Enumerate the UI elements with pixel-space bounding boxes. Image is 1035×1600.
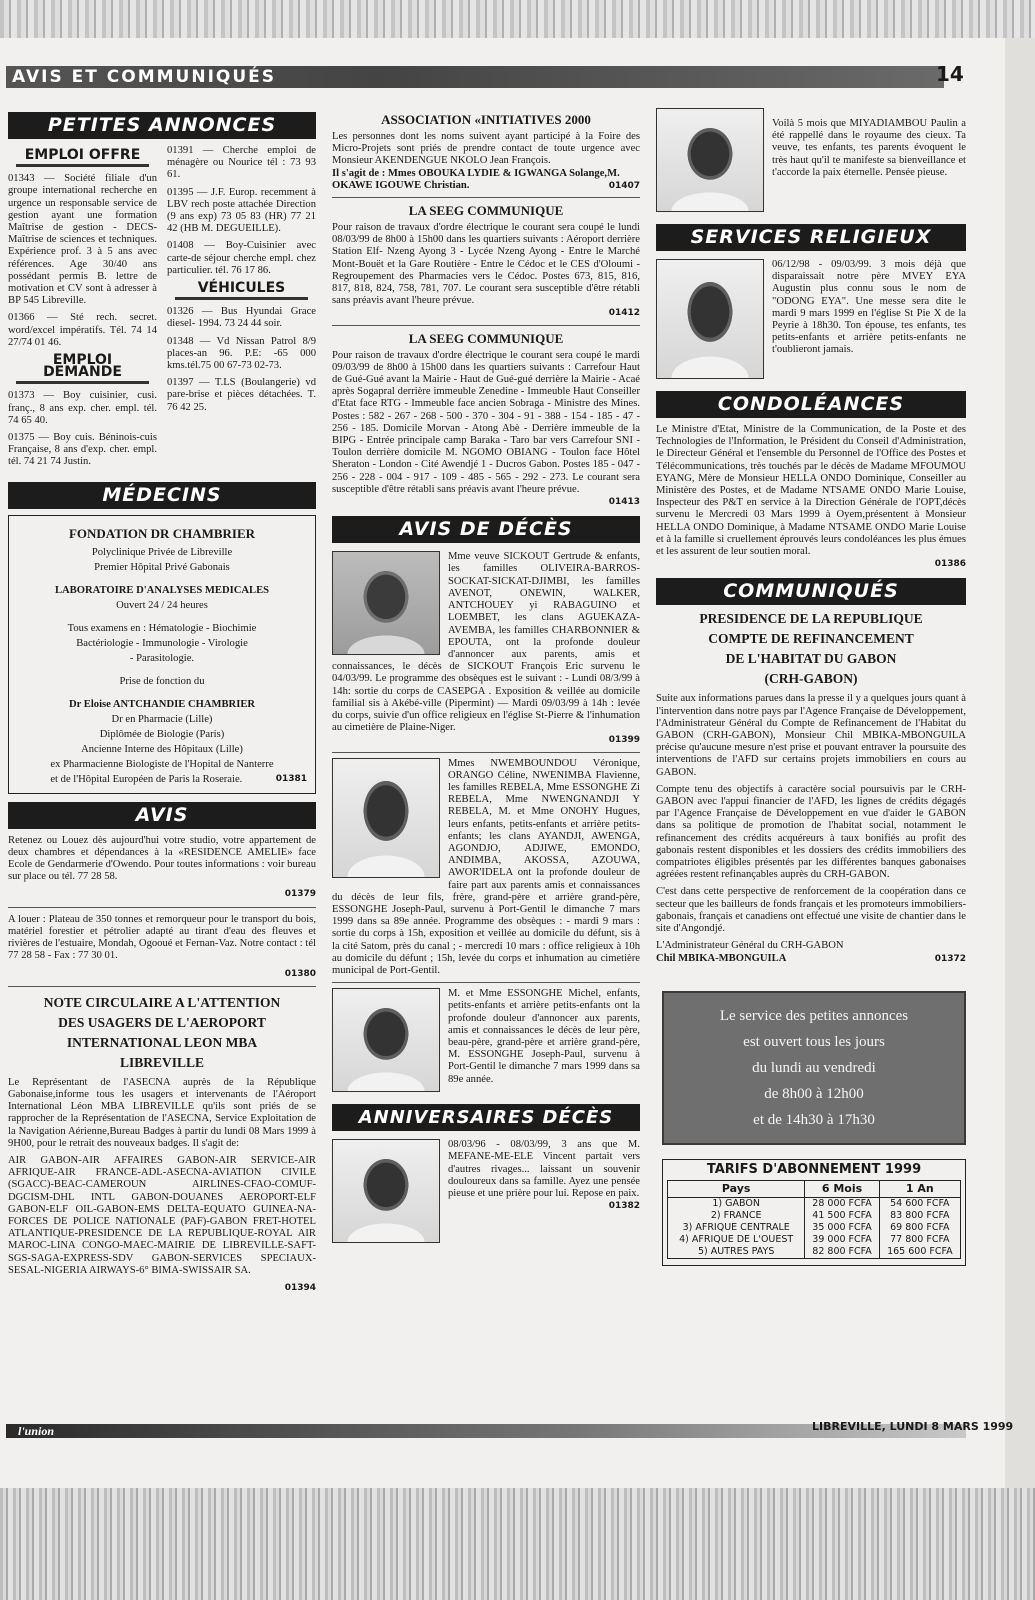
medecins-l6: Tous examens en : Hématologie - Biochimie [67, 622, 257, 634]
page-number: 14 [936, 62, 964, 86]
note-title-1: NOTE CIRCULAIRE A L'ATTENTION [43, 994, 281, 1010]
note-body: Le Représentant de l'ASECNA auprès de la République Gabonaise,informe tous les usagers et intervenants de l'Aéroport International Léon MBA LIBREVILLE qu'ils sont priés de se rapprocher de la Représentation de l'ASECNA, Service Exploitation de la Navigation Aérienne,Bureau Badges à partir du lundi 08 Mars 1999 à 9H00, pour le retrait des nouveaux badges. Il s'agit de: [8, 1076, 316, 1149]
tarifs-cell: 39 000 FCFA [805, 1234, 879, 1246]
medecins-l4: LABORATOIRE D'ANALYSES MEDICALES [54, 584, 270, 596]
scan-right-edge [1005, 38, 1035, 1488]
seeg1-title: LA SEEG COMMUNIQUE [408, 203, 564, 219]
tarifs-title: TARIFS D'ABONNEMENT 1999 [706, 1161, 922, 1177]
avis-title: AVIS [8, 802, 316, 829]
seeg1-ref: 01412 [608, 308, 640, 319]
condoleances-text: Le Ministre d'Etat, Ministre de la Communication, de la Poste et des Technologies de l'Information, le Président du Conseil d'Administration, le Directeur Général et l'ensemble du Personnel de l'Office des Postes et Télécommunications, très touchés par le décès de Madame MFOUMOU EYANG, Mère de Monsieur HELLA ONDO Dominique, Conseiller au Ministère des Postes, et de Madame NTSAME ONDO Marie Louise, Inspecteur des P&T en service à la Direction Générale de l'OPT,décès survenu le Mercredi 03 Mars 1999 à Oyem,présentent à Monsieur HELLA ONDO Dominique, à Madame NTSAME ONDO Marie Louise et à la famille si cruellement éprouvés leurs condoléances les plus émues et les assurent de leur soutien moral. [656, 424, 966, 558]
ad-01397: 01397 — T.LS (Boulangerie) vd pare-brise et pièces détachées. T. 76 42 25. [167, 377, 316, 413]
communiques-sig2: Chil MBIKA-MBONGUILA [656, 952, 787, 964]
ad-01408: 01408 — Boy-Cuisinier avec carte-de séjour cherche empl. chez particulier. tél. 76 17 86. [167, 240, 316, 276]
deces-1 [332, 551, 640, 746]
communiques-t2: COMPTE DE REFINANCEMENT [708, 631, 914, 647]
medecins-box [8, 515, 316, 794]
tarifs-header-pays: Pays [668, 1180, 805, 1197]
tarifs-cell: 1) GABON [668, 1198, 805, 1211]
deces-3-text: M. et Mme ESSONGHE Michel, enfants, petits-enfants et arrière petits-enfants ont la profonde douleur d'annoncer aux parents, amis et connaissances le décès de leur père, beau-père, grand-père et arrière grand-père, M. ESSONGHE Joseph-Paul, survenu à Port-Gentil le dimanche 7 mars 1999 dans sa 89e année. [448, 988, 640, 1085]
promo-l4: de 8h00 à 12h00 [764, 1085, 864, 1102]
medecins-l11: Dr en Pharmacie (Lille) [111, 713, 213, 725]
ad-01326: 01326 — Bus Hyundai Grace diesel- 1994. 73 24 44 soir. [167, 306, 316, 330]
avis-a2: A louer : Plateau de 350 tonnes et remorqueur pour le transport du bois, matériel forestier et pétrolier adapté au tirant d'eau des fleuves et rivières de l'estuaire, Mondah, Ogooué et Fernan-Vaz. Notre contact : tél 77 28 58 - Fax : 77 30 01. [8, 913, 316, 962]
table-row [668, 1234, 961, 1246]
note-title-2: DES USAGERS DE L'AEROPORT [58, 1014, 266, 1030]
tarifs-cell: 4) AFRIQUE DE L'OUEST [668, 1234, 805, 1246]
communiques-ref: 01372 [934, 953, 966, 964]
scan-bottom-edge [0, 1488, 1035, 1600]
services-religieux-block [656, 259, 966, 383]
medecins-l7: Bactériologie - Immunologie - Virologie [76, 637, 248, 649]
note-title-3: INTERNATIONAL LEON MBA [66, 1034, 258, 1050]
note-ref: 01394 [284, 1282, 316, 1293]
portrait-photo-mefane [332, 1139, 440, 1243]
vehicules-heading: VÉHICULES [175, 282, 308, 300]
tarifs-header-1an: 1 An [879, 1180, 960, 1197]
tarifs-cell: 5) AUTRES PAYS [668, 1246, 805, 1259]
association-ref: 01407 [608, 180, 640, 191]
communiques-p3: C'est dans cette perspective de renforcement de la coopération dans ce secteur que les bailleurs de fonds français et les promoteurs immobiliers-gabonais, français et canadiens ont effectué une visite de chantier dans le site d'Angondjé. [656, 886, 966, 935]
avis-deces-title: AVIS DE DÉCÈS [332, 516, 640, 543]
ad-01366: 01366 — Sté rech. secret. word/excel impératifs. Tél. 74 14 27/74 01 46. [8, 312, 157, 348]
medecins-l8: - Parasitologie. [129, 652, 195, 664]
seeg2-ref: 01413 [608, 497, 640, 508]
ad-01375: 01375 — Boy cuis. Béninois-cuis Française, 8 ans d'exp. cher. empl. tél. 74 21 74 Justin. [8, 432, 157, 468]
ad-01395: 01395 — J.F. Europ. recemment à LBV rech poste attachée Direction (9 ans exp) 73 05 83 (HR) 77 21 42 (HB M. DEGUEILLE). [167, 186, 316, 235]
seeg1-body: Pour raison de travaux d'ordre électrique le courant sera coupé le lundi 08/03/99 de 8h00 à 15h00 dans les quartiers suivants : Aéroport derrière Station Elf- Nzeng Ayong 3 - Lycée Nzeng Ayong - Entre le Marché Mont-Bouët et la Gare Routière - Entre le Cédoc et le CES d'Oloumi - Regroupement des Pharmacies vers le Cédoc. Postes 673, 815, 816, 817, 818, 824, 758, 781, 707. Le courant sera susceptible d'être rétabli sans préavis avant l'heure prévue. [332, 222, 640, 307]
promo-box [662, 991, 966, 1145]
deces-2 [332, 758, 640, 978]
hommage-text: Voilà 5 mois que MIYADIAMBOU Paulin a été rappellé dans le royaume des cieux. Ta veuve, tes enfants, tes parents évoquent le très haut qu'il te manifeste sa bienveillance et t'accorde la paix éternelle. Pensée pieuse. [772, 118, 966, 178]
issue-date: LIBREVILLE, LUNDI 8 MARS 1999 [812, 1420, 1014, 1433]
deces-2-text: Mmes NWEMBOUNDOU Véronique, ORANGO Céline, NWENIMBA Flavienne, les familles REBELA, Mme ESSONGHE Zi REBELA, Mme NWENGNANDJI Y REBELA, M. et Mme ONOHY Hugues, leurs enfants, petits-enfants et arrière petits-enfants; les clans AYANDJI, AWENGA, AGONDJO, ADJIWE, EMONDO, ANDIMBA, AKOSSA, AZOUWA, AWOR'IDELA ont la profonde douleur de faire part aux parents amis et connaissances du décès de leur fils, frère, grand-père et arrière grand-père, ESSONGHE Joseph-Paul, survenu à Port-Gentil le dimanche 7 mars 1999 dans sa 89e année. Programme des obsèques : - mardi 9 mars : sortie du corps à 15h, exposition et veillée au domicile du défunt, sis à la cité Satom, près du canal ; - mercredi 10 mars : office religieux à 10h au domicile du défunt ; 15h, levée du corps et inhumation au cimetière municipal de Port-Gentil. [332, 757, 640, 976]
newspaper-logo: l'union [18, 1424, 55, 1438]
tarifs-cell: 54 600 FCFA [879, 1198, 960, 1211]
medecins-l15: et de l'Hôpital Européen de Paris la Roseraie. [50, 773, 243, 785]
table-row [668, 1246, 961, 1259]
association-body: Les personnes dont les noms suivent ayant participé à la Foire des Micro-Projets sont priés de prendre contact de toute urgence avec Monsieur AKENDENGUE NKOLO Jean François. [332, 131, 640, 167]
tarifs-box [662, 1159, 966, 1266]
deces-1-text: Mme veuve SICKOUT Gertrude & enfants, les familles OLIVEIRA-BARROS-SOCKAT-SICKAT-DJIMBI, les familles AVENOT, ONEWIN, WALKER, ANTCHOUEY yi RABAGUINO et LOEMBET, les clans AGUEKAZA-AVEMBA, les familles CHARBONNIER & EPOUTA, ont la profonde douleur d'annoncer aux parents, amis et connaissances, le décès de SICKOUT François Eric survenu le 04/03/99. Le programme des obsèques est le suivant : - Lundi 08/3/99 à 14h: sortie du corps de CASEPGA . Exposition & veillée au domicile familial sis à Akébé-ville (Pipermint) — Mardi 09/03/99 à 14h : levée du corps, suivie d'un office religieux en l'église St-Pierre & l'inhumation au cimetière de Plaine-Niger. [332, 551, 640, 734]
medecins-l9: Prise de fonction du [119, 675, 205, 687]
medecins-l3: Premier Hôpital Privé Gabonais [94, 561, 230, 573]
communiques-t4: (CRH-GABON) [764, 671, 858, 687]
promo-l5: et de 14h30 à 17h30 [753, 1111, 875, 1128]
tarifs-cell: 77 800 FCFA [879, 1234, 960, 1246]
table-row [668, 1210, 961, 1222]
column-middle [332, 108, 640, 1247]
avis-a2-ref: 01380 [284, 968, 316, 979]
anniversaire-1 [332, 1139, 640, 1247]
petites-annonces-col-b [167, 145, 316, 474]
seeg2-title: LA SEEG COMMUNIQUE [408, 330, 564, 346]
tarifs-cell: 35 000 FCFA [805, 1222, 879, 1234]
medecins-l2: Polyclinique Privée de Libreville [91, 546, 233, 558]
ad-01343: 01343 — Société filiale d'un groupe international recherche en urgence un responsable service de gestion ayant une formation Maîtrise de gestion - DECS- Maîtrise de sciences et techniques. Expérience prof. 3 à 5 ans avec références. Age 30/40 ans possédant permis B. lettre de motivation et CV sont à adresser à BP 545 Libreville. [8, 173, 157, 307]
emploi-demande-heading: EMPLOI DEMANDE [16, 354, 149, 384]
medecins-title: MÉDECINS [8, 482, 316, 509]
tarifs-cell: 41 500 FCFA [805, 1210, 879, 1222]
ad-01391: 01391 — Cherche emploi de ménagère ou Nourice tél : 73 93 61. [167, 145, 316, 181]
condoleances-ref: 01386 [934, 559, 966, 570]
services-religieux-title: SERVICES RELIGIEUX [656, 224, 966, 251]
anniversaire-text: 08/03/96 - 08/03/99, 3 ans que M. MEFANE-ME-ELE Vincent partait vers d'autres rivages... laissant un souvenir douloureux dans sa famille. Ayez une pensée pieuse et une prière pour lui. Repose en paix. [448, 1139, 640, 1199]
note-title-4: LIBREVILLE [119, 1054, 205, 1070]
medecins-l14: ex Pharmacienne Biologiste de l'Hopital de Nanterre [50, 758, 274, 770]
portrait-photo-sickout [332, 551, 440, 655]
services-religieux-text: 06/12/98 - 09/03/99. 3 mois déjà que disparaissait notre père MVEY EYA Augustin plus connu sous le nom de "ODONG EYA". Une messe sera dite le mardi 9 mars 1999 en l'église St Pie X de la Peyrie à 18h30. Ton épouse, tes enfants, tes petits-enfants et arrière petits-enfants ne t'oublieront jamais. [772, 259, 966, 356]
scan-top-edge [0, 0, 1035, 38]
deces-1-ref: 01399 [608, 735, 640, 746]
column-left [8, 112, 316, 1294]
deces-3 [332, 988, 640, 1096]
tarifs-cell: 165 600 FCFA [879, 1246, 960, 1259]
tarifs-cell: 69 800 FCFA [879, 1222, 960, 1234]
condoleances-title: CONDOLÉANCES [656, 391, 966, 418]
medecins-l1: FONDATION DR CHAMBRIER [68, 525, 256, 541]
ad-01373: 01373 — Boy cuisinier, cusi. franç., 8 ans exp. cher. empl. tél. 74 65 40. [8, 390, 157, 426]
medecins-l5: Ouvert 24 / 24 heures [116, 599, 208, 611]
communiques-t3: DE L'HABITAT DU GABON [725, 651, 897, 667]
portrait-photo-miyadiambou [656, 108, 764, 212]
column-right [656, 108, 966, 1266]
anniversaire-ref: 01382 [608, 1201, 640, 1212]
petites-annonces-title: PETITES ANNONCES [8, 112, 316, 139]
ad-01348: 01348 — Vd Nissan Patrol 8/9 places-an 96. P.E: -65 000 kms.tél.75 00 67-73 02-73. [167, 335, 316, 372]
section-header: AVIS ET COMMUNIQUÉS [6, 66, 944, 88]
emploi-offre-heading: EMPLOI OFFRE [16, 149, 149, 167]
medecins-ref: 01381 [275, 773, 307, 784]
communiques-p2: Compte tenu des objectifs à caractère social poursuivis par le CRH-GABON avec l'appui financier de l'AFD, les lignes de crédits dégagés par l'Agence Française de Développement en vue d'aider le GABON dans sa politique de promotion de l'habitat social, notamment le refinancement des crédits acquéreurs à taux bonifiés au profit des gabonais restent disponibles et les dossiers des crédits immobiliers des compatriotes éligibles présentés par les différentes banques gabonaises agréées restent refinançables auprès du CRH-GABON. [656, 783, 966, 881]
tarifs-cell: 82 800 FCFA [805, 1246, 879, 1259]
petites-annonces-col-a [8, 145, 157, 474]
petites-annonces-body [8, 145, 316, 474]
tarifs-cell: 3) AFRIQUE CENTRALE [668, 1222, 805, 1234]
communiques-p1: Suite aux informations parues dans la presse il y a quelques jours quant à l'intervention dans notre pays par l'Agence Française de Développement, l'Administrateur Général du Compte de Refinancement de l'Habitat du GABON (CRH-GABON), Monsieur Chil MBIKA-MBONGUILA précise qu'aucune mesure n'est prise et pouvant entraver la poursuite des interventions de l'AFD sur certains projets immobiliers en cours au GABON. [656, 693, 966, 778]
communiques-title: COMMUNIQUÉS [656, 578, 966, 605]
portrait-photo-essonghe-2 [332, 988, 440, 1092]
medecins-l12: Diplômée de Biologie (Paris) [99, 728, 225, 740]
medecins-l10: Dr Eloise ANTCHANDIE CHAMBRIER [68, 698, 256, 710]
avis-a1: Retenez ou Louez dès aujourd'hui votre studio, votre appartement de deux chambres et dépendances à la «RESIDENCE AMELIE» face Ecole de Gendarmerie d'Owendo. Pour toutes informations : voir bureau sur place ou tél. 77 28 58. [8, 834, 316, 883]
portrait-photo-mvey-eya [656, 259, 764, 379]
tarifs-header-6mois: 6 Mois [805, 1180, 879, 1197]
communiques-sig1: L'Administrateur Général du CRH-GABON [656, 940, 844, 952]
promo-l1: Le service des petites annonces [719, 1007, 909, 1024]
communiques-t1: PRESIDENCE DE LA REPUBLIQUE [699, 611, 923, 627]
tarifs-table [667, 1180, 961, 1259]
anniversaires-title: ANNIVERSAIRES DÉCÈS [332, 1104, 640, 1131]
avis-a1-ref: 01379 [284, 889, 316, 900]
note-list: AIR GABON-AIR AFFAIRES GABON-AIR SERVICE-AIR AFRIQUE-AIR FRANCE-ADL-ASECNA-AVIATION CIVILE (SGACC)-BEAC-CAMEROUN AIRLINES-CFAO-COMUF-DGCISM-DHL INTL GABON-DOUANES AEROPORT-ELF GABON-ELF OIL-GABON-EMS DELTA-EQUATO GUINEA-NA-FORCES DE POLICE NATIONALE (PAF)-GABON FRET-HOTEL ATLANTIQUE-PRESIDENCE DE LA REPUBLIQUE-ROYAL AIR MAROC-LINA CONGO-MAEC-MAIRIE DE LIBREVILLE-SAFT-SGS-SAGA-EXPRESS-SDV GABON-SERVICES SPECIAUX-SESAL-NIGERIA AIRWAYS-6° BIMA-SWISSAIR SA. [8, 1154, 316, 1276]
association-title: ASSOCIATION «INITIATIVES 2000 [381, 112, 591, 127]
tarifs-cell: 28 000 FCFA [805, 1198, 879, 1211]
promo-l3: du lundi au vendredi [752, 1059, 876, 1076]
medecins-l13: Ancienne Interne des Hôpitaux (Lille) [81, 743, 243, 755]
promo-l2: est ouvert tous les jours [743, 1033, 885, 1050]
table-row [668, 1222, 961, 1234]
table-row [668, 1198, 961, 1211]
seeg2-body: Pour raison de travaux d'ordre électrique le courant sera coupé le mardi 09/03/99 de 8h00 à 15h00 dans les quartiers suivants : Carrefour Haut de Gué-Gué avant la Mairie - Haut de Gué-gué derrière la Mairie - Acaé après Sogapral derrière immeuble Zenedine - Immeuble Haut Conseiller d'Etat face RTG - Immeuble face ancien Sobraga - Ministre des Mines. Postes : 582 - 267 - 268 - 500 - 370 - 304 - 91 - 388 - 154 - 185 - 47 - 256 - 185. Domicile Morvan - Atong Abè - Derrière immeuble de la BIPG - Entrée principale camp Baraka - Taro bar vers Carrefour SNI - Toulon derrière domicile M. NGOMO OBIANG - Toulon face Hôtel Sheraton - London - Cité Awendjé 1 - Ducros Gabon. Postes 185 - 047 - 256 - 228 - 004 - 917 - 109 - 485 - 565 - 292 - 273. Le courant sera susceptible d'être rétabli sans préavis avant l'heure prévue. [332, 349, 640, 495]
tarifs-cell: 83 800 FCFA [879, 1210, 960, 1222]
association-body2: Il s'agit de : Mmes OBOUKA LYDIE & IGWANGA Solange,M. OKAWE IGOUWE Christian. [332, 167, 620, 191]
tarifs-cell: 2) FRANCE [668, 1210, 805, 1222]
portrait-photo-essonghe [332, 758, 440, 878]
hommage-block [656, 108, 966, 216]
